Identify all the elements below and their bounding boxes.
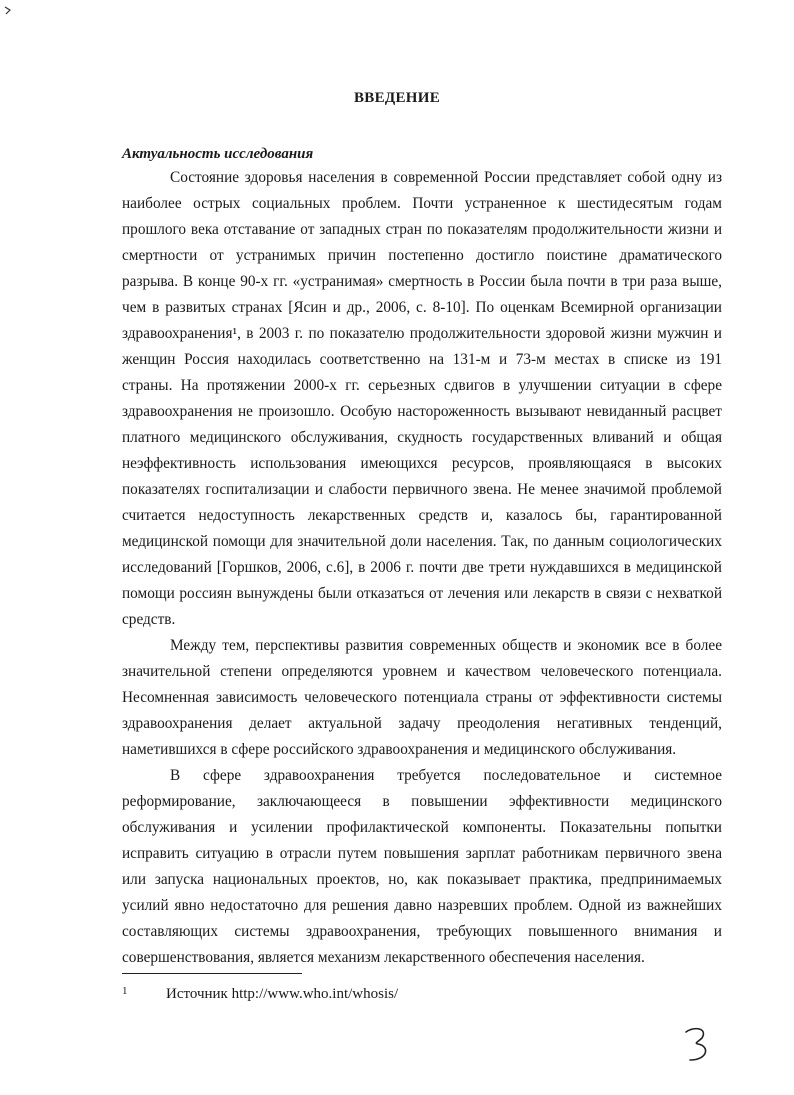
text-line: смертности от устранимых причин постепенно достигло поистине драматического: [122, 247, 722, 264]
text-line: помощи россиян вынуждены были отказаться от лечения или лекарств в связи с нехваткой: [122, 585, 722, 602]
text-line: показателях госпитализации и слабости первичного звена. Не менее значимой проблемой: [122, 481, 722, 498]
text-line: женщин Россия находилась соответственно на 131-м и 73-м местах в списке из 191: [122, 351, 722, 368]
text-line: наметившихся в сфере российского здравоохранения и медицинского обслуживания.: [122, 741, 677, 758]
text-line: Состояние здоровья населения в современной России представляет собой одну из: [170, 169, 722, 186]
section-subheading: Актуальность исследования: [122, 146, 314, 162]
page-number: [668, 1022, 728, 1066]
text-line: здравоохранения не произошло. Особую настороженность вызывают невиданный расцвет: [122, 403, 722, 420]
text-line: Между тем, перспективы развития современных обществ и экономик все в более: [170, 637, 722, 654]
text-line: усилий явно недостаточно для решения давно назревших проблем. Одной из важнейших: [122, 897, 722, 914]
text-line: наиболее острых социальных проблем. Почти устраненное к шестидесятым годам: [122, 195, 722, 212]
text-line: обслуживания и усилении профилактической компоненты. Показательны попытки: [122, 819, 722, 836]
text-line: средств.: [122, 611, 176, 628]
text-line: здравоохранения делает актуальной задачу преодоления негативных тенденций,: [122, 715, 722, 732]
text-line: здравоохранения¹, в 2003 г. по показателю продолжительности здоровой жизни мужчин и: [122, 325, 722, 342]
text-line: Несомненная зависимость человеческого потенциала страны от эффективности системы: [122, 689, 722, 706]
text-line: или запуска национальных проектов, но, как показывает практика, предпринимаемых: [122, 871, 722, 888]
text-line: разрыва. В конце 90-х гг. «устранимая» смертность в России была почти в три раза выше,: [122, 273, 722, 290]
text-line: платного медицинского обслуживания, скудность государственных вливаний и общая: [122, 429, 722, 446]
scan-corner-mark: [4, 6, 12, 16]
text-line: значительной степени определяются уровнем и качеством человеческого потенциала.: [122, 663, 722, 680]
text-line: совершенствования, является механизм лекарственного обеспечения населения.: [122, 949, 645, 966]
text-line: неэффективность использования имеющихся ресурсов, проявляющаяся в высоких: [122, 455, 722, 472]
footnote-divider: [122, 973, 302, 974]
text-line: медицинской помощи для значительной доли населения. Так, по данным социологических: [122, 533, 722, 550]
text-line: В сфере здравоохранения требуется последовательное и системное: [170, 767, 722, 784]
text-line: чем в развитых странах [Ясин и др., 2006, с. 8-10]. По оценкам Всемирной организации: [122, 299, 722, 316]
text-line: составляющих системы здравоохранения, требующих повышенного внимания и: [122, 923, 722, 940]
text-line: прошлого века отставание от западных стран по показателям продолжительности жизни и: [122, 221, 722, 238]
text-line: исправить ситуацию в отрасли путем повышения зарплат работникам первичного звена: [122, 845, 722, 862]
page-title: ВВЕДЕНИЕ: [353, 90, 441, 106]
text-line: считается недоступность лекарственных средств и, казалось бы, гарантированной: [122, 507, 722, 524]
footnote-text: Источник http://www.who.int/whosis/: [166, 986, 399, 1002]
text-line: реформирование, заключающееся в повышении эффективности медицинского: [122, 793, 722, 810]
text-line: страны. На протяжении 2000-х гг. серьезных сдвигов в улучшении ситуации в сфере: [122, 377, 722, 394]
text-line: исследований [Горшков, 2006, с.6], в 2006 г. почти две трети нуждавшихся в медицинской: [122, 559, 722, 576]
footnote-mark: 1: [122, 985, 128, 997]
